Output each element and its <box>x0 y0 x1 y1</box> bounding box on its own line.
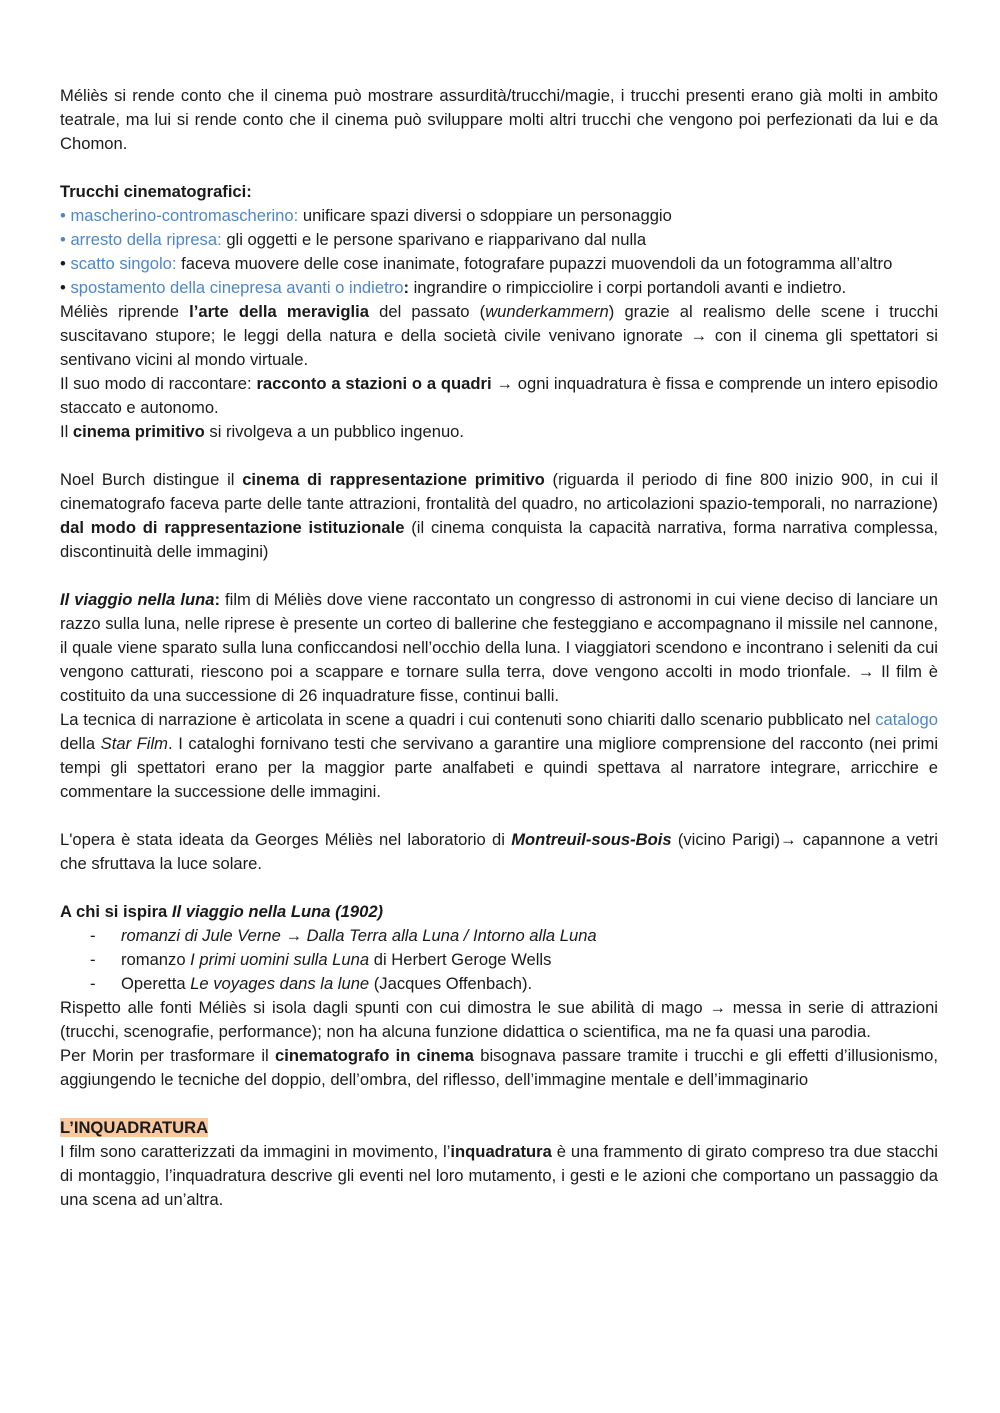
trick-desc: unificare spazi diversi o sdoppiare un personaggio <box>298 206 672 225</box>
trick-term: mascherino-contromascherino: <box>70 206 299 225</box>
paragraph-fonti: Rispetto alle fonti Méliès si isola dagli spunti con cui dimostra le sue abilità di mago → messa in serie di attrazioni (trucchi, scenografie, performance); non ha alcuna funzione didattica o scientifica, ma ne fa quasi una parodia. <box>60 998 938 1041</box>
catalogo-link: catalogo <box>875 710 938 729</box>
paragraph-morin: Per Morin per trasformare il cinematografo in cinema bisognava passare tramite i trucchi e gli effetti d’illusionismo, aggiungendo le tecniche del doppio, dell’ombra, del riflesso, dell’immagine mentale e dell’immaginario <box>60 1046 938 1089</box>
trick-desc: gli oggetti e le persone sparivano e riapparivano dal nulla <box>221 230 647 249</box>
dash-icon: - <box>90 974 96 993</box>
trick-item <box>60 276 938 300</box>
trick-colon: : <box>403 278 409 297</box>
document-page <box>60 84 938 1212</box>
paragraph-viaggio-luna: Il viaggio nella luna: film di Méliès dove viene raccontato un congresso di astronomi in cui viene deciso di lanciare un razzo sulla luna, nelle riprese è presente un corteo di ballerine che festeggiano e accompagnano il missile nel cannone, il quale viene sparato sulla luna conficcandosi nell’occhio della luna. I viaggiatori scendono e incontrano i seleniti da cui vengono catturati, riescono poi a scappare e tornare sulla terra, dove vengono accolti in modo trionfale. → Il film è costituito da una successione di 26 inquadrature fisse, continui balli. <box>60 590 938 705</box>
bullet-icon: • <box>60 206 66 225</box>
paragraph-melies-tricks: Méliès si rende conto che il cinema può mostrare assurdità/trucchi/magie, i trucchi presenti erano già molti in ambito teatrale, ma lui si rende conto che il cinema può sviluppare molti altri trucchi che vengono poi perfezionati da lui e da Chomon. <box>60 86 938 153</box>
paragraph-burch: Noel Burch distingue il cinema di rappresentazione primitivo (riguarda il periodo di fine 800 inizio 900, in cui il cinematografo faceva parte delle tante attrazioni, frontalità del quadro, no articolazioni spazio-temporali, no narrazione) dal modo di rappresentazione istituzionale (il cinema conquista la capacità narrativa, forma narrativa complessa, discontinuità delle immagini) <box>60 470 938 561</box>
dash-icon: - <box>90 950 96 969</box>
paragraph-inquadratura: I film sono caratterizzati da immagini in movimento, l’inquadratura è una frammento di girato compreso tra due stacchi di montaggio, l’inquadratura descrive gli eventi nel loro mutamento, i gesti e le azioni che comportano un passaggio da una scena ad un’altra. <box>60 1142 938 1209</box>
dash-icon: - <box>90 926 96 945</box>
list-item: - romanzi di Jule Verne → Dalla Terra alla Luna / Intorno alla Luna <box>60 924 938 948</box>
trick-term: arresto della ripresa: <box>70 230 222 249</box>
inspire-heading: A chi si ispira Il viaggio nella Luna (1902) <box>60 902 384 921</box>
trick-term: scatto singolo: <box>70 254 177 273</box>
trick-item <box>60 228 938 252</box>
tricks-heading: Trucchi cinematografici: <box>60 182 252 201</box>
trick-item <box>60 252 938 276</box>
paragraph-cinema-primitivo: Il cinema primitivo si rivolgeva a un pubblico ingenuo. <box>60 422 465 441</box>
bullet-icon: • <box>60 278 66 297</box>
paragraph-montreuil: L'opera è stata ideata da Georges Méliès nel laboratorio di Montreuil-sous-Bois (vicino Parigi)→ capannone a vetri che sfruttava la luce solare. <box>60 830 938 873</box>
trick-item <box>60 204 938 228</box>
inspire-list <box>60 924 938 996</box>
paragraph-meraviglia: Méliès riprende l’arte della meraviglia del passato (wunderkammern) grazie al realismo delle scene i trucchi suscitavano stupore; le leggi della natura e della società civile venivano ignorate → con il cinema gli spettatori si sentivano vicini al mondo virtuale. <box>60 302 939 369</box>
list-item: - romanzo I primi uomini sulla Luna di Herbert Geroge Wells <box>60 948 938 972</box>
trick-term: spostamento della cinepresa avanti o indietro <box>70 278 404 297</box>
list-item: - Operetta Le voyages dans la lune (Jacques Offenbach). <box>60 972 938 996</box>
trick-desc: faceva muovere delle cose inanimate, fotografare pupazzi muovendoli da un fotogramma all’altro <box>176 254 893 273</box>
trick-desc: ingrandire o rimpicciolire i corpi portandoli avanti e indietro. <box>408 278 847 297</box>
paragraph-tecnica-narrazione: La tecnica di narrazione è articolata in scene a quadri i cui contenuti sono chiariti dallo scenario pubblicato nel catalogo della Star Film. I cataloghi fornivano testi che servivano a garantire una migliore comprensione del racconto (nei primi tempi gli spettatori erano per la maggior parte analfabeti e quindi spettava al narratore integrare, arricchire e commentare la successione delle immagini. <box>60 710 939 801</box>
paragraph-racconto: Il suo modo di raccontare: racconto a stazioni o a quadri → ogni inquadratura è fissa e comprende un intero episodio staccato e autonomo. <box>60 374 938 417</box>
bullet-icon: • <box>60 254 66 273</box>
bullet-icon: • <box>60 230 66 249</box>
section-heading: L’INQUADRATURA <box>60 1118 209 1137</box>
